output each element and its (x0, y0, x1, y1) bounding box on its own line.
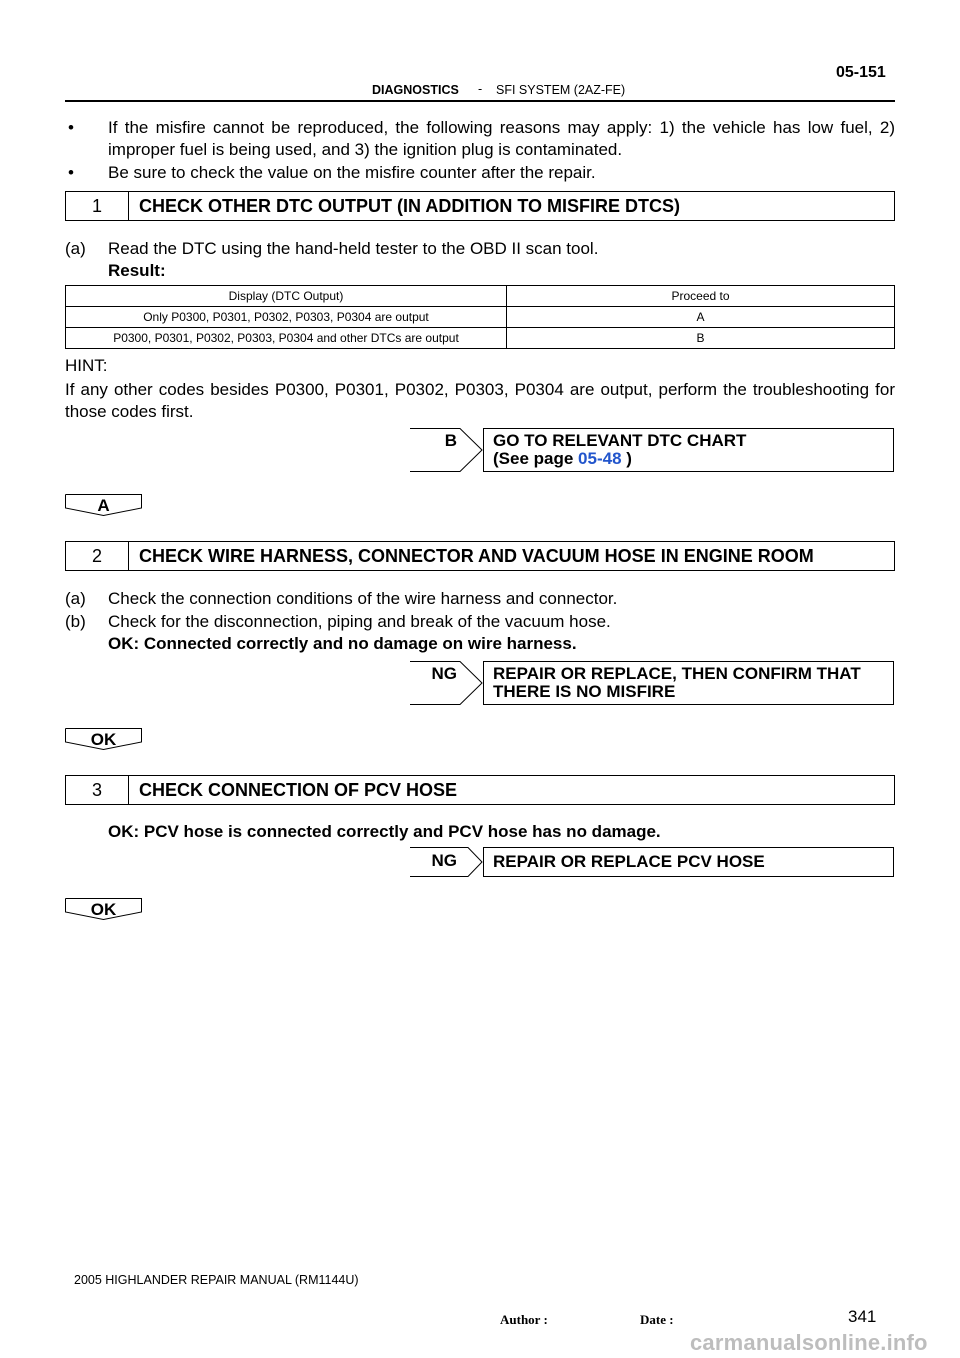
hint-text: If any other codes besides P0300, P0301, P0302, P0303, P0304 are output, perform the troubleshooting for those codes first. (65, 380, 895, 421)
step-number: 3 (66, 776, 129, 804)
table-row (66, 328, 895, 349)
tab-label: OK (90, 730, 117, 749)
result-label: Result: (108, 261, 166, 280)
item-label: (a) (65, 589, 86, 608)
outcome-label: NG (431, 664, 457, 683)
result-table (65, 285, 895, 349)
bullet-text: Be sure to check the value on the misfire counter after the repair. (108, 163, 596, 182)
step-title: CHECK CONNECTION OF PCV HOSE (139, 779, 458, 800)
outcome-box (483, 847, 894, 877)
bullet-icon: • (68, 118, 74, 137)
bullet-icon: • (68, 163, 74, 182)
step-2-header (65, 541, 895, 571)
page-link[interactable]: 05-48 (578, 449, 622, 468)
next-tab-ok (65, 898, 142, 920)
item-label: (b) (65, 612, 86, 631)
page-number: 05-151 (836, 64, 886, 81)
table-row (66, 307, 895, 328)
outcome-label: NG (431, 851, 457, 870)
table-cell: P0300, P0301, P0302, P0303, P0304 and other DTCs are output (66, 328, 507, 349)
step-1-header (65, 191, 895, 221)
footer-date-label: Date : (640, 1312, 674, 1327)
next-tab-ok (65, 728, 142, 750)
step-3-header (65, 775, 895, 805)
table-header: Proceed to (507, 286, 895, 307)
footer-page-number: 341 (848, 1307, 877, 1326)
item-text: Read the DTC using the hand-held tester to the OBD II scan tool. (108, 239, 599, 258)
step-number: 2 (66, 542, 129, 570)
footer-author-label: Author : (500, 1312, 548, 1327)
header-section: DIAGNOSTICS (372, 83, 459, 97)
table-cell: A (507, 307, 895, 328)
outcome-b (410, 428, 894, 472)
table-header: Display (DTC Output) (66, 286, 507, 307)
watermark: carmanualsonline.info (690, 1330, 928, 1355)
hint-label: HINT: (65, 356, 108, 375)
outcome-text: REPAIR OR REPLACE PCV HOSE (493, 852, 765, 871)
step-number: 1 (66, 192, 129, 220)
ok-criteria: OK: PCV hose is connected correctly and PCV hose has no damage. (108, 822, 661, 841)
outcome-label: B (444, 431, 457, 450)
table-cell: Only P0300, P0301, P0302, P0303, P0304 are output (66, 307, 507, 328)
outcome-box (483, 661, 894, 705)
tab-label: OK (90, 900, 117, 919)
item-text: Check the connection conditions of the wire harness and connector. (108, 589, 618, 608)
table-cell: B (507, 328, 895, 349)
outcome-text: THERE IS NO MISFIRE (493, 682, 676, 701)
header-dash: - (478, 82, 483, 96)
outcome-text: (See page (493, 449, 579, 468)
step-title: CHECK OTHER DTC OUTPUT (IN ADDITION TO MISFIRE DTCS) (139, 195, 680, 216)
outcome-text: ) (621, 449, 632, 468)
ok-criteria: OK: Connected correctly and no damage on wire harness. (108, 634, 577, 653)
outcome-ng (410, 661, 894, 705)
tab-label: A (97, 496, 110, 515)
next-tab-a (65, 494, 142, 516)
table-header-row (66, 286, 895, 307)
header-rule (65, 100, 895, 102)
header-system: SFI SYSTEM (2AZ-FE) (496, 83, 626, 97)
outcome-text: GO TO RELEVANT DTC CHART (493, 431, 747, 450)
outcome-ng (410, 847, 894, 877)
outcome-box (483, 428, 894, 472)
step-title: CHECK WIRE HARNESS, CONNECTOR AND VACUUM HOSE IN ENGINE ROOM (139, 545, 814, 566)
item-label: (a) (65, 239, 86, 258)
item-text: Check for the disconnection, piping and break of the vacuum hose. (108, 612, 611, 631)
outcome-text: REPAIR OR REPLACE, THEN CONFIRM THAT (493, 664, 861, 683)
bullet-text: If the misfire cannot be reproduced, the following reasons may apply: 1) the vehicle has low fuel, 2) improper fuel is being used, and 3) the ignition plug is contaminated. (108, 118, 895, 159)
footer-manual: 2005 HIGHLANDER REPAIR MANUAL (RM1144U) (74, 1273, 359, 1287)
